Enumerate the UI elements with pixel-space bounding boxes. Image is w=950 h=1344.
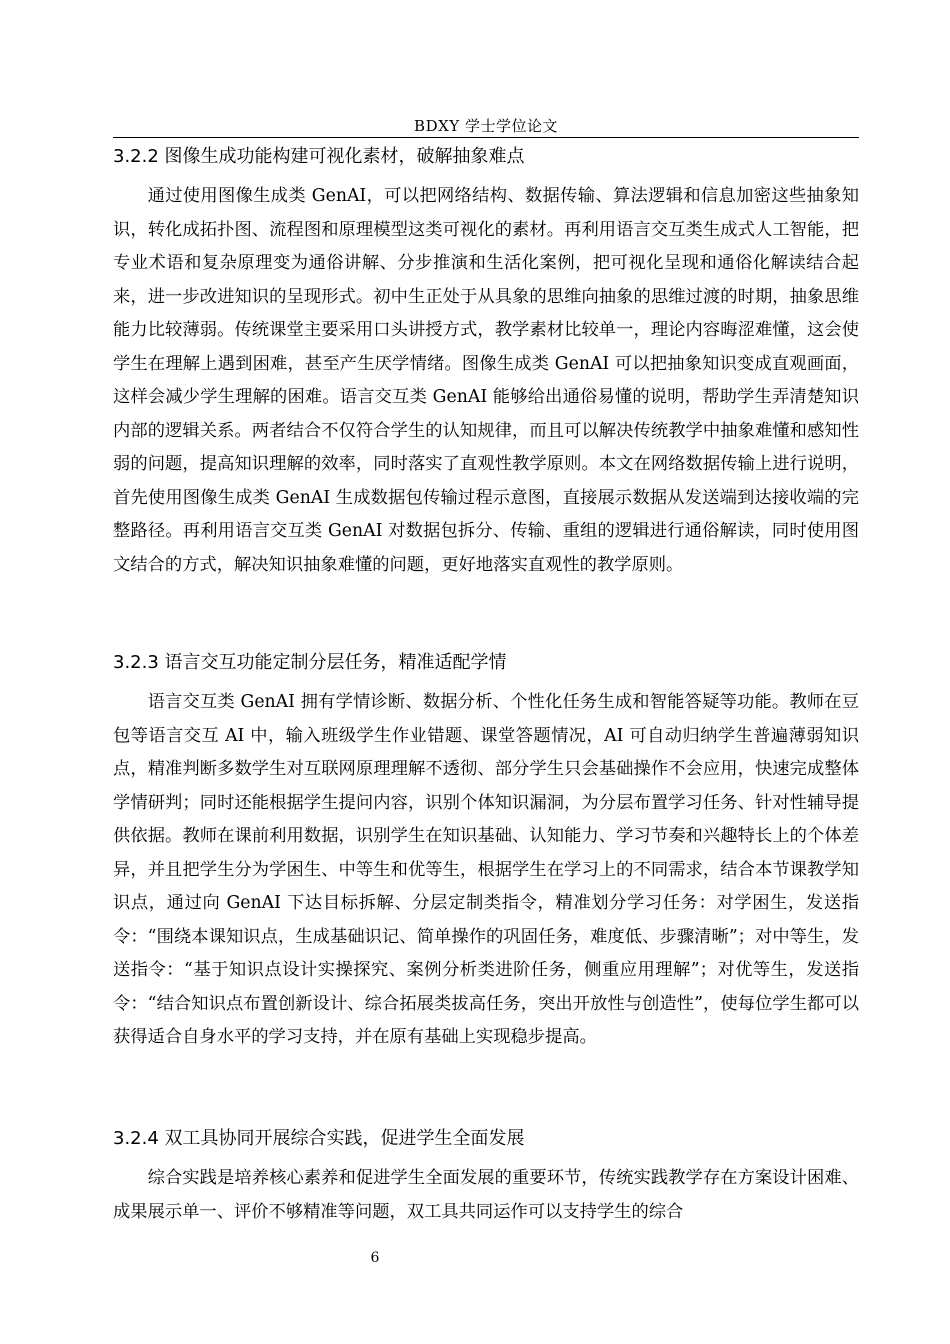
section-heading-3-2-3: 3.2.3 语言交互功能定制分层任务，精准适配学情 <box>113 652 507 673</box>
header-divider <box>113 137 859 138</box>
section-paragraph-3-2-4: 综合实践是培养核心素养和促进学生全面发展的重要环节，传统实践教学存在方案设计困难、成果展示单一、评价不够精准等问题，双工具共同运作可以支持学生的综合 <box>113 1168 859 1222</box>
section-heading-3-2-4: 3.2.4 双工具协同开展综合实践，促进学生全面发展 <box>113 1128 525 1149</box>
page-number: 6 <box>370 1250 380 1266</box>
section-paragraph-3-2-3: 语言交互类 GenAI 拥有学情诊断、数据分析、个性化任务生成和智能答疑等功能。教师在豆包等语言交互 AI 中，输入班级学生作业错题、课堂答题情况，AI 可自动归纳学生普遍薄弱知识点，精准判断多数学生对互联网原理理解不透彻、部分学生只会基础操作不会应用，快速完成整体学情研判；同时还能根据学生提问内容，识别个体知识漏洞，为分层布置学习任务、针对性辅导提供依据。教师在课前利用数据，识别学生在知识基础、认知能力、学习节奏和兴趣特长上的个体差异，并且把学生分为学困生、中等生和优等生，根据学生在学习上的不同需求，结合本节课教学知识点，通过向 GenAI 下达目标拆解、分层定制类指令，精准划分学习任务：对学困生，发送指令：“围绕本课知识点，生成基础识记、简单操作的巩固任务，难度低、步骤清晰”；对中等生，发送指令：“基于知识点设计实操探究、案例分析类进阶任务，侧重应用理解”；对优等生，发送指令：“结合知识点布置创新设计、综合拓展类拔高任务，突出开放性与创造性”，使每位学生都可以获得适合自身水平的学习支持，并在原有基础上实现稳步提高。 <box>113 692 859 1047</box>
section-heading-3-2-2: 3.2.2 图像生成功能构建可视化素材，破解抽象难点 <box>113 146 525 167</box>
section-paragraph-3-2-2: 通过使用图像生成类 GenAI，可以把网络结构、数据传输、算法逻辑和信息加密这些抽象知识，转化成拓扑图、流程图和原理模型这类可视化的素材。再利用语言交互类生成式人工智能，把专业术语和复杂原理变为通俗讲解、分步推演和生活化案例，把可视化呈现和通俗化解读结合起来，进一步改进知识的呈现形式。初中生正处于从具象的思维向抽象的思维过渡的时期，抽象思维能力比较薄弱。传统课堂主要采用口头讲授方式，教学素材比较单一，理论内容晦涩难懂，这会使学生在理解上遇到困难，甚至产生厌学情绪。图像生成类 GenAI 可以把抽象知识变成直观画面，这样会减少学生理解的困难。语言交互类 GenAI 能够给出通俗易懂的说明，帮助学生弄清楚知识内部的逻辑关系。两者结合不仅符合学生的认知规律，而且可以解决传统教学中抽象难懂和感知性弱的问题，提高知识理解的效率，同时落实了直观性教学原则。本文在网络数据传输上进行说明，首先使用图像生成类 GenAI 生成数据包传输过程示意图，直接展示数据从发送端到达接收端的完整路径。再利用语言交互类 GenAI 对数据包拆分、传输、重组的逻辑进行通俗解读，同时使用图文结合的方式，解决知识抽象难懂的问题，更好地落实直观性的教学原则。 <box>113 186 859 575</box>
running-header: BDXY 学士学位论文 <box>414 117 558 135</box>
